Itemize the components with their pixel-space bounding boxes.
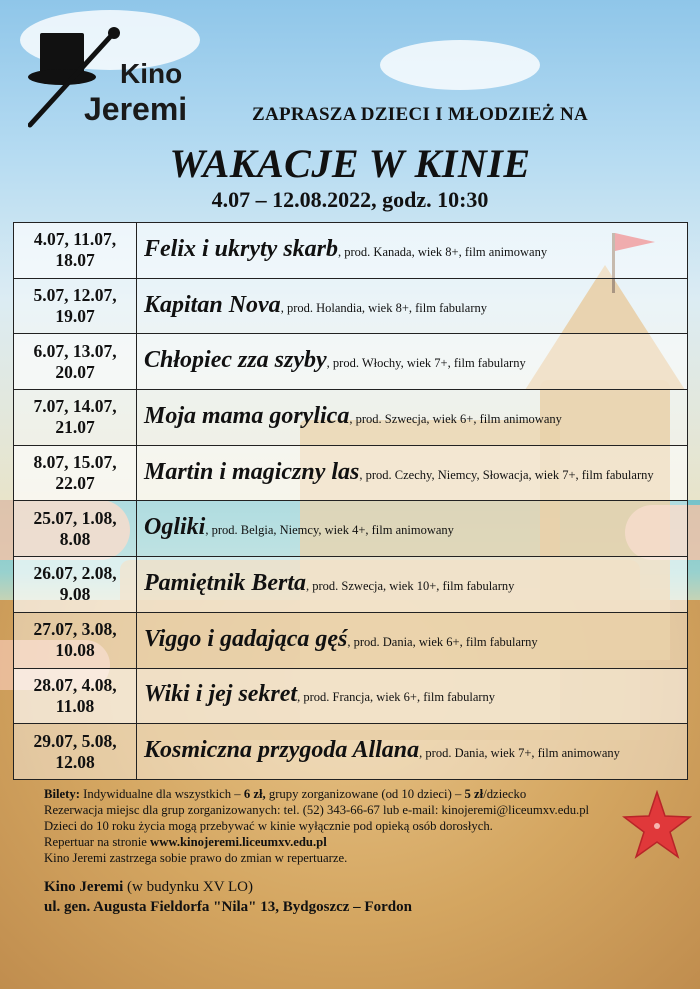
- screening-dates: [14, 390, 137, 446]
- schedule-table: [13, 222, 688, 780]
- movie-title: Viggo i gadająca gęś: [144, 625, 348, 652]
- screening-dates: [14, 668, 137, 724]
- children-note: Dzieci do 10 roku życia mogą przebywać w kinie wyłącznie pod opieką osób dorosłych.: [44, 819, 493, 833]
- movie-title: Martin i magiczny las: [144, 458, 360, 485]
- event-dates: 4.07 – 12.08.2022, godz. 10:30: [211, 187, 489, 212]
- page-title: WAKACJE W KINIE: [169, 141, 531, 186]
- table-row: [14, 724, 688, 780]
- screening-dates: [14, 278, 137, 334]
- date-line: 22.07: [55, 473, 95, 494]
- screening-dates: [14, 501, 137, 557]
- table-row: [14, 445, 688, 501]
- table-row: [14, 278, 688, 334]
- date-line: 28.07, 4.08,: [33, 674, 117, 695]
- movie-title: Pamiętnik Berta: [144, 569, 306, 596]
- date-line: 11.08: [55, 695, 95, 716]
- date-line: 18.07: [55, 250, 95, 271]
- starfish-icon: [622, 790, 692, 860]
- movie-cell: [137, 445, 688, 501]
- date-line: 26.07, 2.08,: [33, 563, 117, 584]
- movie-info: , prod. Belgia, Niemcy, wiek 4+, film animowany: [205, 523, 454, 538]
- table-row: [14, 612, 688, 668]
- movie-info: , prod. Szwecja, wiek 6+, film animowany: [349, 411, 562, 426]
- date-line: 6.07, 13.07,: [33, 340, 117, 361]
- date-line: 20.07: [55, 361, 95, 382]
- invite-text: ZAPRASZA DZIECI I MŁODZIEŻ NA: [252, 104, 588, 125]
- date-line: 10.08: [55, 640, 95, 661]
- screening-dates: [14, 223, 137, 279]
- movie-title: Kapitan Nova: [144, 291, 281, 318]
- location-note: (w budynku XV LO): [123, 879, 254, 895]
- street-line: [44, 897, 412, 917]
- date-line: 8.07, 15.07,: [33, 452, 117, 473]
- reservation-line: Rezerwacja miejsc dla grup zorganizowanych: tel. (52) 343-66-67 lub e-mail: kinojeremi@liceumxv.edu.pl: [44, 803, 590, 817]
- movie-info: , prod. Dania, wiek 6+, film fabularny: [347, 634, 538, 649]
- screening-dates: [14, 445, 137, 501]
- movie-cell: [137, 612, 688, 668]
- movie-info: , prod. Włochy, wiek 7+, film fabularny: [326, 356, 526, 371]
- screening-dates: [14, 724, 137, 780]
- screening-dates: [14, 612, 137, 668]
- table-row: [14, 668, 688, 724]
- date-line: 29.07, 5.08,: [33, 730, 117, 751]
- movie-info: , prod. Dania, wiek 7+, film animowany: [419, 746, 620, 761]
- cinema-address: [44, 877, 412, 917]
- date-line: 21.07: [55, 417, 95, 438]
- ticket-price: 5 zł: [464, 787, 484, 801]
- tickets-text: /dziecko: [483, 787, 527, 801]
- movie-cell: [137, 334, 688, 390]
- ticket-price: 6 zł,: [243, 787, 266, 801]
- movie-info: , prod. Francja, wiek 6+, film fabularny: [297, 690, 496, 705]
- street-address: ul. gen. Augusta Fieldorfa "Nila" 13, Bydgoszcz – Fordon: [44, 899, 412, 915]
- movie-info: , prod. Kanada, wiek 8+, film animowany: [338, 244, 548, 259]
- tickets-text: Indywidualne dla wszystkich –: [79, 787, 244, 801]
- movie-cell: [137, 390, 688, 446]
- date-line: 25.07, 1.08,: [33, 507, 117, 528]
- date-line: 4.07, 11.07,: [33, 229, 117, 250]
- cloud: [380, 40, 540, 90]
- tickets-line: [44, 786, 684, 802]
- table-row: [14, 501, 688, 557]
- movie-cell: [137, 501, 688, 557]
- repertoire-line: [44, 834, 684, 850]
- movie-info: , prod. Szwecja, wiek 10+, film fabularny: [306, 578, 515, 593]
- screening-dates: [14, 557, 137, 613]
- movie-cell: [137, 278, 688, 334]
- footer-info: [44, 786, 684, 866]
- movie-cell: [137, 223, 688, 279]
- movie-cell: [137, 724, 688, 780]
- screening-dates: [14, 334, 137, 390]
- movie-title: Wiki i jej sekret: [144, 681, 298, 708]
- table-row: [14, 390, 688, 446]
- table-row: [14, 557, 688, 613]
- logo-text-jeremi: Jeremi: [84, 91, 188, 127]
- movie-info: , prod. Holandia, wiek 8+, film fabularny: [280, 300, 487, 315]
- date-line: 7.07, 14.07,: [33, 396, 117, 417]
- movie-title: Moja mama gorylica: [144, 402, 350, 429]
- website-link[interactable]: www.kinojeremi.liceumxv.edu.pl: [150, 835, 327, 849]
- date-line: 9.08: [59, 584, 91, 605]
- movie-title: Ogliki: [144, 514, 206, 541]
- cinema-name-line: [44, 877, 412, 897]
- movie-title: Kosmiczna przygoda Allana: [144, 737, 420, 764]
- movie-cell: [137, 557, 688, 613]
- movie-title: Chłopiec zza szyby: [144, 347, 327, 374]
- movie-info: , prod. Czechy, Niemcy, Słowacja, wiek 7+, film fabularny: [359, 467, 654, 482]
- kino-jeremi-logo: [28, 25, 208, 135]
- date-line: 12.08: [55, 751, 95, 772]
- table-row: [14, 223, 688, 279]
- date-line: 8.08: [59, 528, 91, 549]
- cinema-name: Kino Jeremi: [44, 879, 124, 895]
- table-row: [14, 334, 688, 390]
- date-line: 5.07, 12.07,: [33, 285, 117, 306]
- movie-title: Felix i ukryty skarb: [144, 235, 339, 262]
- repertoire-text: Repertuar na stronie: [44, 835, 151, 849]
- disclaimer: Kino Jeremi zastrzega sobie prawo do zmian w repertuarze.: [44, 851, 348, 865]
- tickets-text: grupy zorganizowane (od 10 dzieci) –: [265, 787, 465, 801]
- tickets-label: Bilety:: [44, 787, 80, 801]
- movie-cell: [137, 668, 688, 724]
- logo-text-kino: Kino: [120, 58, 183, 89]
- date-line: 19.07: [55, 306, 95, 327]
- date-line: 27.07, 3.08,: [33, 619, 117, 640]
